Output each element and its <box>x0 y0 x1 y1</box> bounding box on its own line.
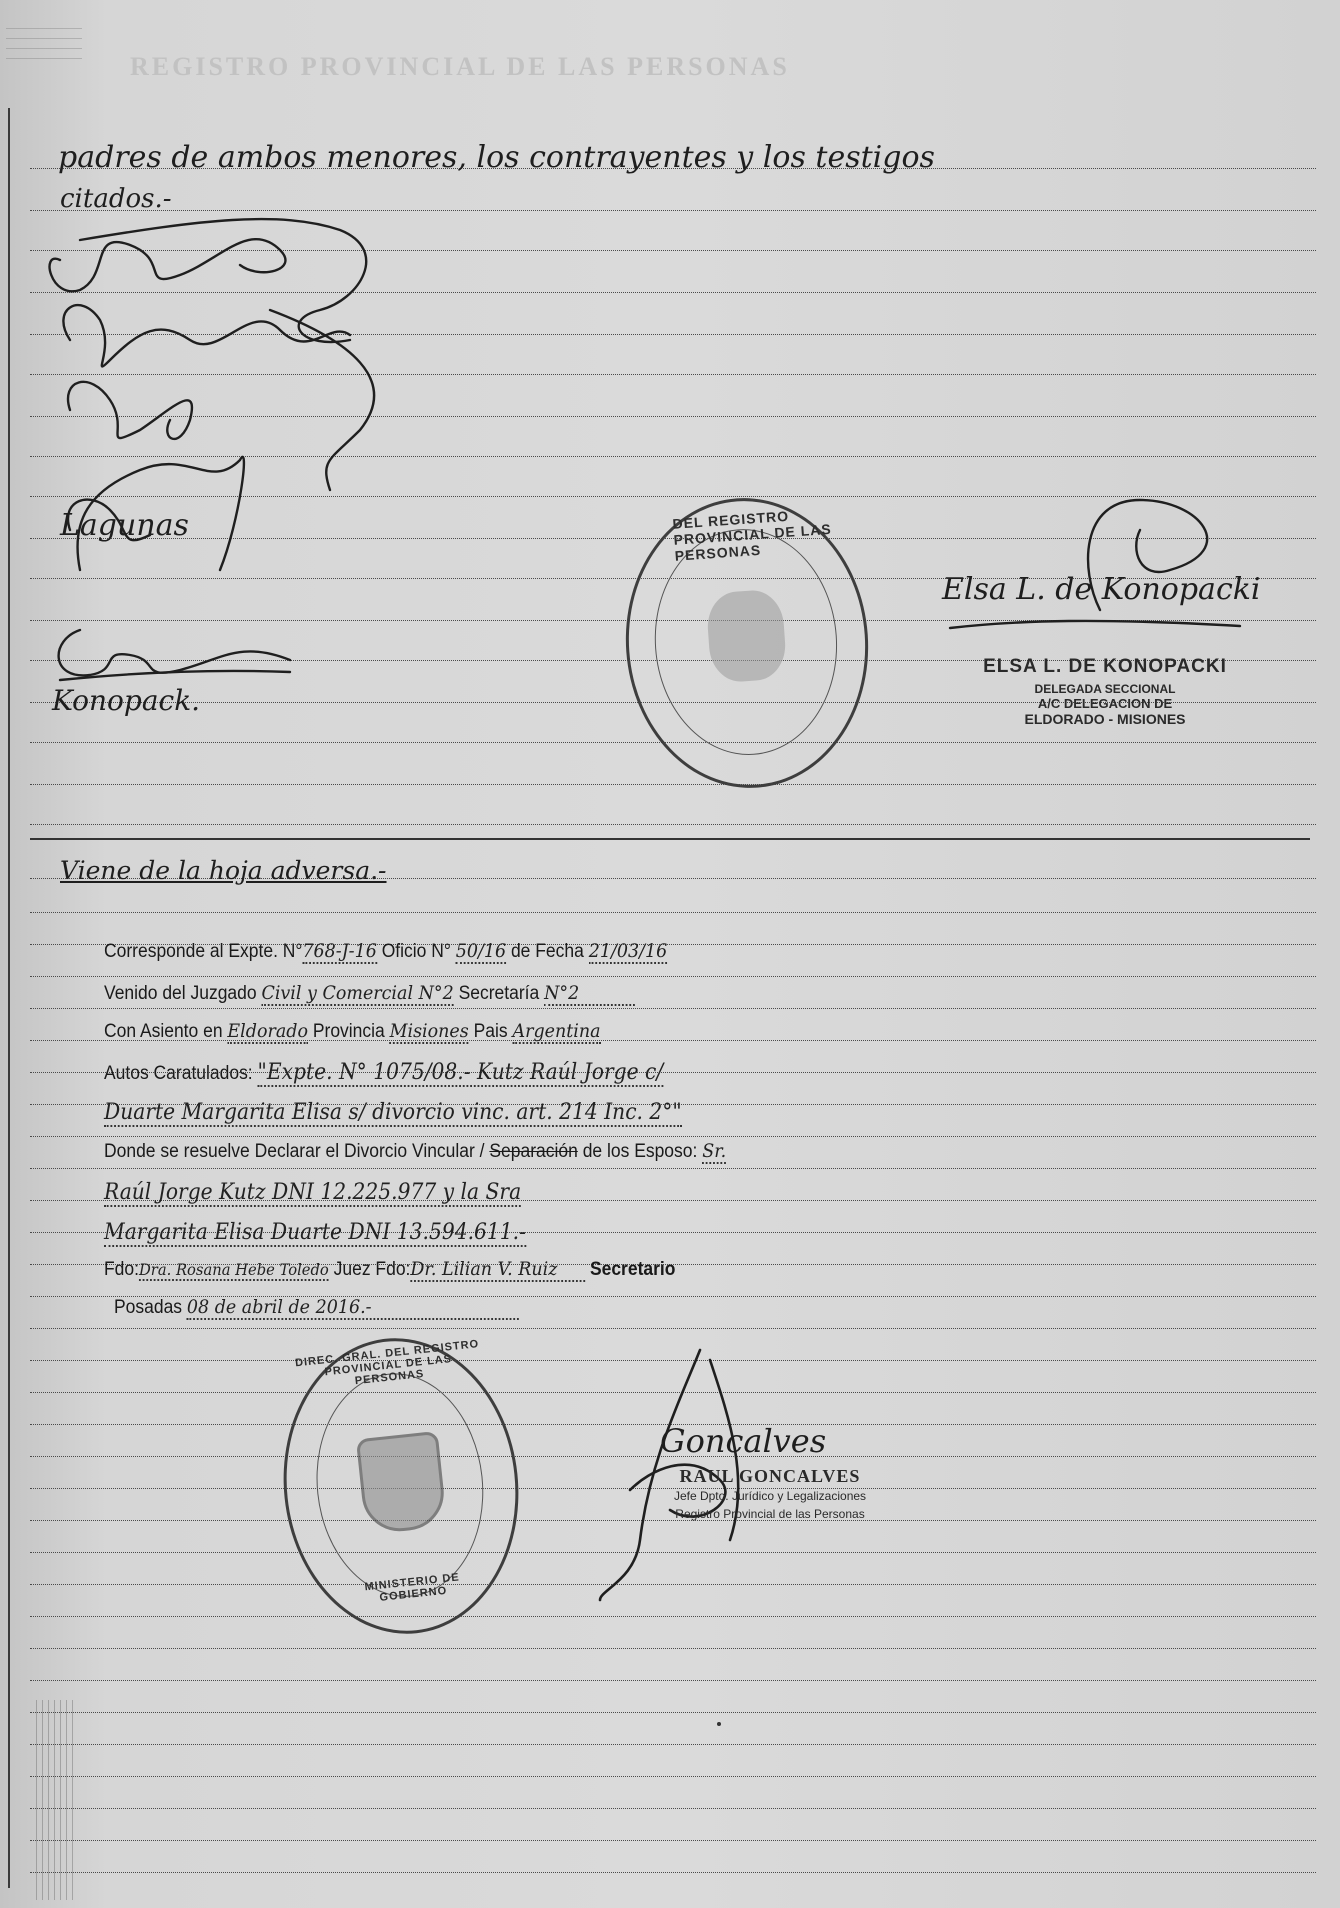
fecha-label: de Fecha <box>510 941 584 962</box>
autos-value-1: "Expte. N° 1075/08.- Kutz Raúl Jorge c/ <box>257 1060 664 1085</box>
ink-dot <box>717 1722 721 1726</box>
fdo-label: Fdo: <box>104 1259 139 1280</box>
form-row-autos <box>104 1060 663 1085</box>
ruled-line <box>30 1648 1316 1649</box>
ruled-line <box>30 1872 1316 1873</box>
signature-konopacki-graphic <box>940 490 1270 640</box>
provincia-value: Misiones <box>389 1020 469 1042</box>
signature-lagunas: Lagunas <box>60 508 189 543</box>
seal-inner-text: MINISTERIO DE GOBIERNO <box>364 1571 461 1604</box>
registry-seal-top <box>616 490 878 796</box>
page-edge-stack <box>36 1700 76 1900</box>
posadas-label: Posadas <box>114 1297 183 1318</box>
form-row-asiento <box>104 1020 601 1043</box>
juzgado-value: Civil y Comercial N°2 <box>261 982 454 1004</box>
esposa-line: Margarita Elisa Duarte DNI 13.594.611.- <box>104 1220 526 1245</box>
fecha-value: 21/03/16 <box>588 940 668 962</box>
handwritten-line-1: padres de ambos menores, los contrayentes y los testigos <box>58 140 935 175</box>
form-row-juzgado <box>104 982 634 1005</box>
ruled-line <box>30 1008 1316 1009</box>
signature-goncalves: Goncalves <box>660 1422 827 1460</box>
konopacki-handwritten: Elsa L. de Konopacki <box>942 572 1261 607</box>
oficio-label: Oficio N° <box>381 941 451 962</box>
expte-value: 768-J-16 <box>302 940 377 962</box>
stamp-title: DELEGADA SECCIONAL <box>1034 682 1176 696</box>
provincia-label: Provincia <box>312 1021 385 1042</box>
expte-label: Corresponde al Expte. N° <box>104 941 303 962</box>
secretaria-label: Secretaría <box>458 983 540 1004</box>
form-row-expte <box>104 940 667 963</box>
juez-value: Dra. Rosana Hebe Toledo <box>138 1260 329 1279</box>
ruled-line <box>30 1328 1316 1329</box>
secretario-label: Secretario <box>589 1259 676 1280</box>
posadas-value: 08 de abril de 2016.- <box>187 1296 519 1320</box>
juzgado-label: Venido del Juzgado <box>104 983 257 1004</box>
konopacki-stamp <box>950 656 1260 727</box>
resuelve-label-2: de los Esposo: <box>582 1141 698 1162</box>
signature-officer-2: Konopack. <box>52 684 201 717</box>
ruled-line <box>30 1712 1316 1713</box>
witness-signatures <box>20 190 400 610</box>
ruled-line <box>30 784 1316 785</box>
form-row-resuelve <box>104 1140 726 1163</box>
faint-page-header: REGISTRO PROVINCIAL DE LAS PERSONAS <box>130 52 790 81</box>
goncalves-stamp <box>630 1466 910 1521</box>
seal-text: DEL REGISTRO PROVINCIAL DE LAS PERSONAS <box>671 507 833 564</box>
stamp-office: A/C DELEGACION DE <box>1037 696 1173 711</box>
secretaria-value: N°2 <box>544 982 634 1006</box>
autos-value-2: Duarte Margarita Elisa s/ divorcio vinc. art. 214 Inc. 2°" <box>104 1100 682 1125</box>
ruled-line <box>30 1168 1316 1169</box>
form-row-esposa <box>104 1220 526 1245</box>
pais-label: Pais <box>473 1021 508 1042</box>
ruled-line <box>30 1136 1316 1137</box>
ruled-line <box>30 1616 1316 1617</box>
form-row-posadas <box>114 1296 519 1319</box>
seal-outer-text: DIREC. GRAL. DEL REGISTRO PROVINCIAL DE LAS PERSONAS <box>294 1338 480 1388</box>
ruled-line <box>30 1744 1316 1745</box>
section-divider <box>30 838 1310 840</box>
asiento-label: Con Asiento en <box>104 1021 223 1042</box>
margin-rule <box>8 108 10 1888</box>
ruled-line <box>30 824 1316 825</box>
pais-value: Argentina <box>512 1020 601 1042</box>
seal-emblem <box>705 588 787 683</box>
resuelve-separacion: Separación <box>489 1141 578 1162</box>
secretario-value: Dr. Lilian V. Ruiz <box>410 1258 585 1282</box>
stamp-place: ELDORADO - MISIONES <box>1024 711 1186 727</box>
stamp-title: Jefe Dpto. Jurídico y Legalizaciones <box>673 1489 867 1503</box>
autos-label: Autos Caratulados: <box>104 1063 253 1084</box>
stamp-office: Registro Provincial de las Personas <box>675 1507 865 1521</box>
continuation-note: Viene de la hoja adversa.- <box>60 856 387 885</box>
esposo-prefix: Sr. <box>702 1140 727 1162</box>
form-row-autos-2 <box>104 1100 682 1125</box>
ruled-line <box>30 1776 1316 1777</box>
form-row-firmas <box>104 1258 675 1281</box>
ruled-line <box>30 1840 1316 1841</box>
registry-seal-bottom <box>269 1327 533 1646</box>
ruled-line <box>30 1680 1316 1681</box>
esposo-line: Raúl Jorge Kutz DNI 12.225.977 y la Sra <box>104 1180 522 1205</box>
stamp-name: ELSA L. DE KONOPACKI <box>983 656 1227 677</box>
stamp-name: RAUL GONCALVES <box>679 1466 861 1486</box>
handwritten-line-2: citados.- <box>60 184 172 214</box>
juez-label: Juez Fdo: <box>333 1259 411 1280</box>
resuelve-label-1: Donde se resuelve Declarar el <box>104 1141 340 1162</box>
resuelve-divorcio: Divorcio Vincular / <box>343 1141 485 1162</box>
ruled-line <box>30 912 1316 913</box>
ruled-line <box>30 976 1316 977</box>
ruled-line <box>30 1808 1316 1809</box>
corner-texture <box>6 26 82 68</box>
form-row-esposo <box>104 1180 521 1205</box>
asiento-value: Eldorado <box>227 1020 308 1042</box>
oficio-value: 50/16 <box>455 940 507 962</box>
